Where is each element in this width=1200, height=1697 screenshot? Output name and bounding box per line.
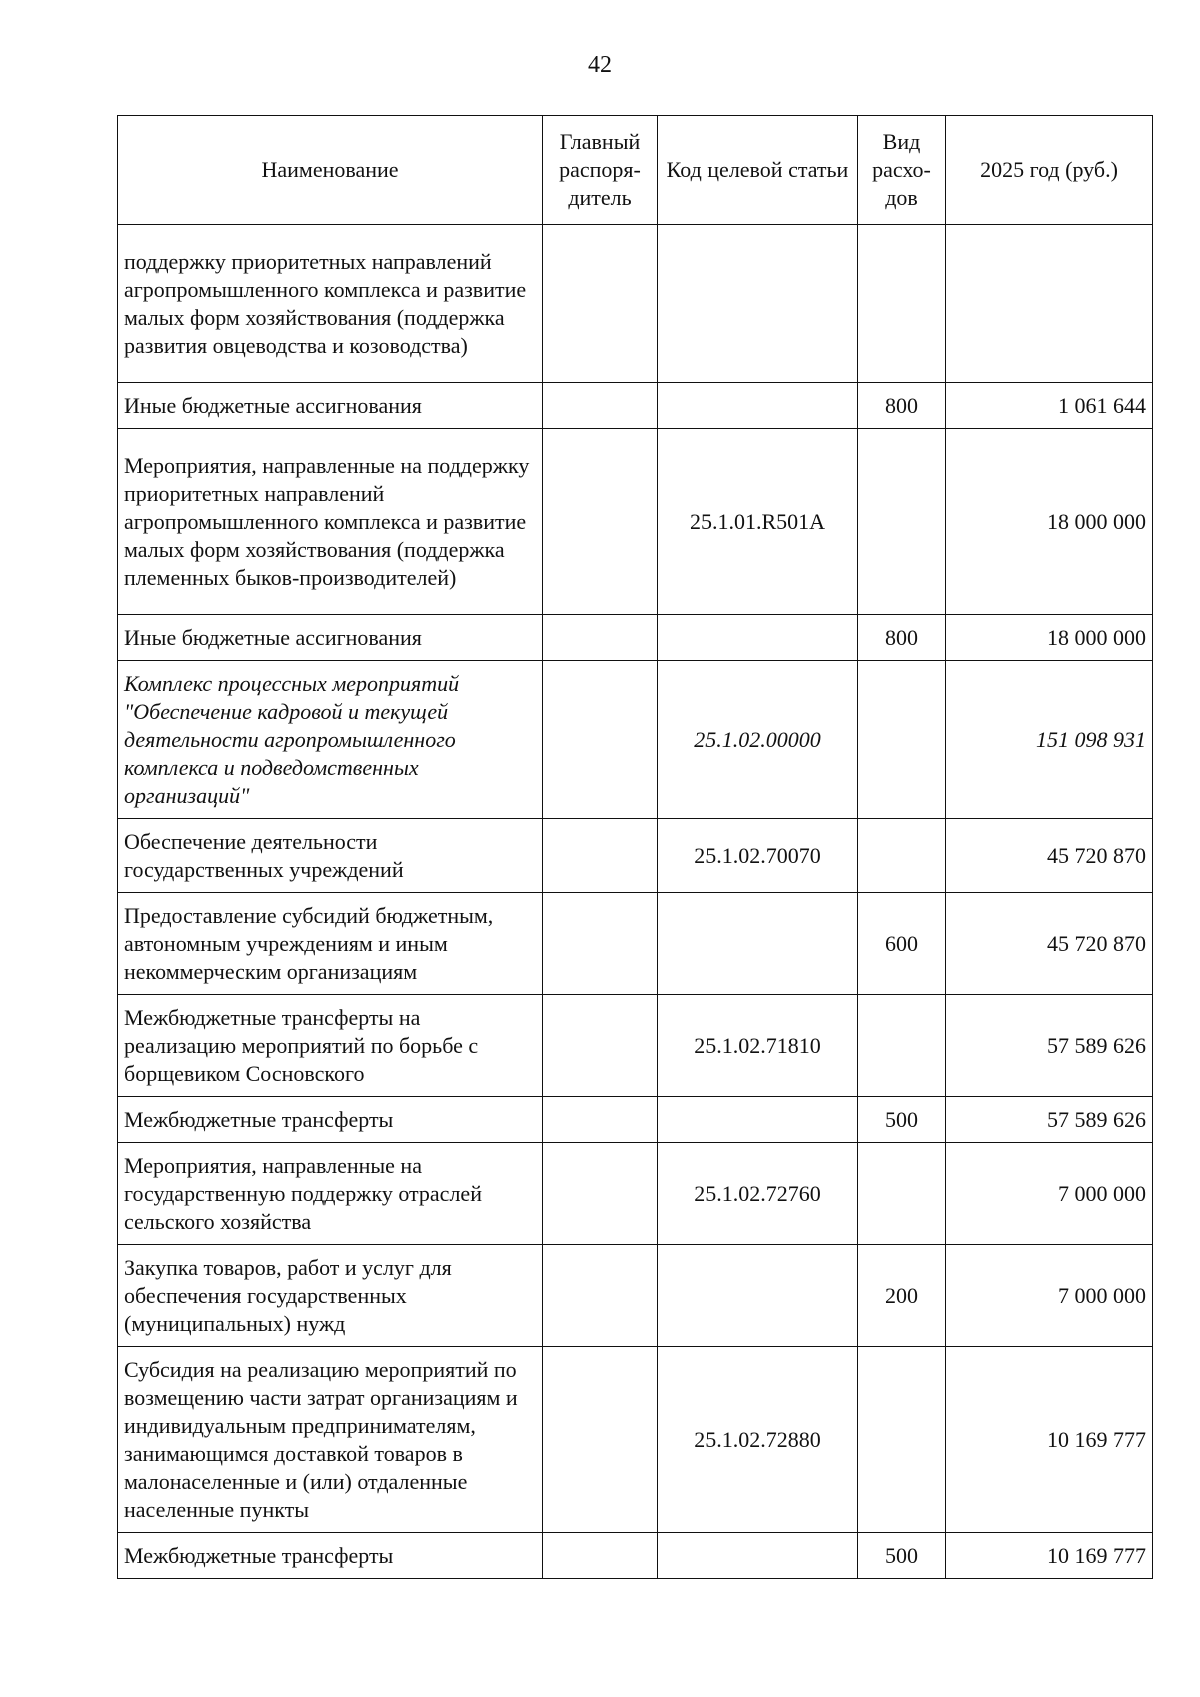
row-main-manager [543,1097,658,1143]
row-expense-type [858,1347,946,1533]
table-row [118,819,1153,893]
row-name: поддержку приоритетных направлений агропромышленного комплекса и развитие малых форм хозяйствования (поддержка развития овцеводства и козоводства) [118,225,543,383]
row-target-code [658,225,858,383]
row-main-manager [543,995,658,1097]
row-amount: 57 589 626 [946,1097,1153,1143]
row-amount: 151 098 931 [946,661,1153,819]
row-target-code [658,615,858,661]
row-amount: 45 720 870 [946,819,1153,893]
row-main-manager [543,1533,658,1579]
row-expense-type [858,819,946,893]
row-expense-type: 800 [858,615,946,661]
row-main-manager [543,893,658,995]
row-name: Закупка товаров, работ и услуг для обеспечения государственных (муниципальных) нужд [118,1245,543,1347]
row-target-code [658,1533,858,1579]
page-number: 42 [588,52,612,78]
row-amount: 10 169 777 [946,1347,1153,1533]
table-row [118,1533,1153,1579]
row-expense-type [858,995,946,1097]
table-row [118,893,1153,995]
table-row [118,1097,1153,1143]
row-target-code [658,1097,858,1143]
row-main-manager [543,1245,658,1347]
row-name: Иные бюджетные ассигнования [118,615,543,661]
header-name: Наименование [118,116,543,225]
row-amount: 18 000 000 [946,429,1153,615]
row-name: Субсидия на реализацию мероприятий по возмещению части затрат организациям и индивидуальным предпринимателям, занимающимся доставкой товаров в малонаселенные и (или) отдаленные населенные пункты [118,1347,543,1533]
row-name: Иные бюджетные ассигнования [118,383,543,429]
table-row [118,429,1153,615]
row-name: Мероприятия, направленные на поддержку приоритетных направлений агропромышленного комплекса и развитие малых форм хозяйствования (поддержка племенных быков-производителей) [118,429,543,615]
row-target-code: 25.1.02.00000 [658,661,858,819]
row-amount: 7 000 000 [946,1245,1153,1347]
header-year-2025: 2025 год (руб.) [946,116,1153,225]
table-row [118,383,1153,429]
table-row [118,1245,1153,1347]
row-target-code: 25.1.01.R501A [658,429,858,615]
row-expense-type: 800 [858,383,946,429]
row-name: Межбюджетные трансферты на реализацию мероприятий по борьбе с борщевиком Сосновского [118,995,543,1097]
row-target-code: 25.1.02.72880 [658,1347,858,1533]
row-expense-type: 200 [858,1245,946,1347]
table-row [118,1347,1153,1533]
row-target-code: 25.1.02.70070 [658,819,858,893]
budget-table [117,115,1153,1579]
row-main-manager [543,1347,658,1533]
row-amount: 45 720 870 [946,893,1153,995]
row-target-code [658,1245,858,1347]
header-main-manager: Главный распоря-дитель [543,116,658,225]
row-main-manager [543,661,658,819]
row-name: Межбюджетные трансферты [118,1097,543,1143]
row-name: Мероприятия, направленные на государственную поддержку отраслей сельского хозяйства [118,1143,543,1245]
header-expense-type: Вид расхо-дов [858,116,946,225]
table-row [118,1143,1153,1245]
table-header-row [118,116,1153,225]
row-target-code: 25.1.02.71810 [658,995,858,1097]
row-expense-type [858,429,946,615]
row-amount: 57 589 626 [946,995,1153,1097]
row-amount: 1 061 644 [946,383,1153,429]
header-target-code: Код целевой статьи [658,116,858,225]
table-row [118,225,1153,383]
table-row [118,661,1153,819]
row-amount [946,225,1153,383]
row-name: Предоставление субсидий бюджетным, автономным учреждениям и иным некоммерческим организациям [118,893,543,995]
row-expense-type: 500 [858,1097,946,1143]
row-main-manager [543,383,658,429]
row-expense-type [858,225,946,383]
row-name: Межбюджетные трансферты [118,1533,543,1579]
row-expense-type [858,1143,946,1245]
row-main-manager [543,1143,658,1245]
row-expense-type [858,661,946,819]
row-main-manager [543,615,658,661]
row-target-code [658,383,858,429]
row-main-manager [543,225,658,383]
row-name: Комплекс процессных мероприятий "Обеспечение кадровой и текущей деятельности агропромышленного комплекса и подведомственных организаций" [118,661,543,819]
row-main-manager [543,819,658,893]
row-target-code: 25.1.02.72760 [658,1143,858,1245]
row-target-code [658,893,858,995]
row-amount: 7 000 000 [946,1143,1153,1245]
table-row [118,615,1153,661]
row-name: Обеспечение деятельности государственных учреждений [118,819,543,893]
row-expense-type: 600 [858,893,946,995]
row-expense-type: 500 [858,1533,946,1579]
row-amount: 18 000 000 [946,615,1153,661]
table-row [118,995,1153,1097]
row-main-manager [543,429,658,615]
row-amount: 10 169 777 [946,1533,1153,1579]
